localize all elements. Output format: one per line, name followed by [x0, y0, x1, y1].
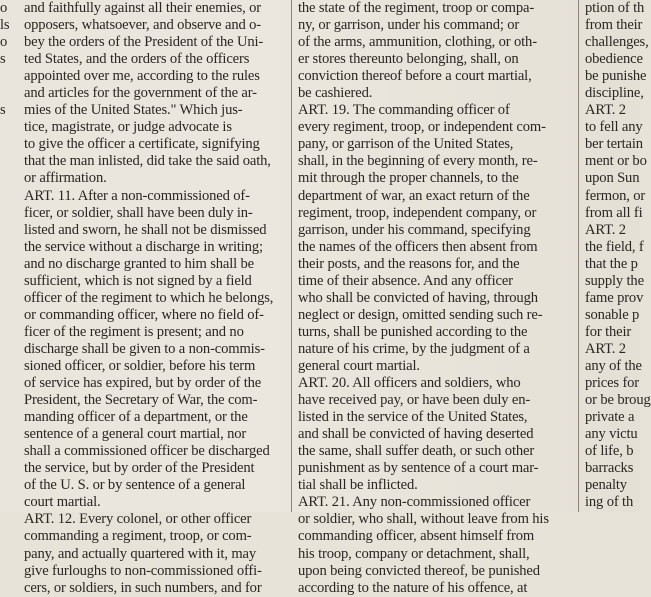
text-line: who shall be convicted of having, through	[298, 289, 538, 306]
text-line: of the arms, ammunition, clothing, or oth-	[298, 34, 537, 51]
text-line: listed and sworn, he shall not be dismissed	[24, 221, 267, 238]
text-line: any of the	[585, 357, 642, 374]
text-line: o	[0, 34, 8, 51]
text-line: general court martial.	[298, 357, 420, 374]
text-line: regiment, troop, independent company, or	[298, 204, 537, 221]
text-line	[0, 205, 20, 222]
text-line: and faithfully against all their enemies, or	[24, 0, 261, 16]
text-line: penalty	[585, 477, 627, 494]
text-line: private a	[585, 409, 635, 426]
text-line: fermon, or	[585, 187, 646, 204]
text-line	[0, 324, 20, 341]
column-rule	[291, 0, 292, 512]
text-line	[0, 153, 20, 170]
text-line	[0, 477, 20, 494]
text-line: according to the nature of his offence, at	[298, 579, 528, 596]
text-line: fame prov	[585, 289, 644, 306]
text-line: cers, or soldiers, in such numbers, and for	[24, 579, 262, 596]
text-line: upon Sun	[585, 170, 640, 187]
text-line: or soldier, who shall, without leave from his	[298, 511, 549, 528]
text-line: from their	[585, 17, 643, 34]
text-line: of service has expired, but by order of the	[24, 375, 262, 392]
text-line: the service without a discharge in writing;	[24, 238, 263, 255]
text-line: barracks	[585, 460, 634, 477]
text-line: discipline,	[585, 85, 644, 102]
text-line: President, the Secretary of War, the com-	[24, 392, 258, 409]
text-line: or commanding officer, where no field of-	[24, 306, 264, 323]
text-line: ART. 2	[585, 340, 626, 357]
text-line: obedience	[585, 51, 643, 68]
text-line	[0, 392, 20, 409]
text-line: ficer of the regiment is present; and no	[24, 323, 244, 340]
column-b	[22, 0, 288, 596]
text-line: or affirmation.	[24, 170, 107, 187]
text-line	[0, 460, 20, 477]
text-line: turns, shall be punished according to the	[298, 323, 528, 340]
text-line	[0, 256, 20, 273]
text-line: upon being convicted thereof, be punished	[298, 562, 540, 579]
text-line: the state of the regiment, troop or compa-	[298, 0, 535, 16]
text-line: that the p	[585, 255, 638, 272]
text-line: be punishe	[585, 68, 647, 85]
text-line: ART. 12. Every colonel, or other officer	[24, 511, 252, 528]
text-line: and no discharge granted to him shall be	[24, 255, 255, 272]
text-line: shall a commissioned officer be discharged	[24, 443, 270, 460]
text-line	[0, 136, 20, 153]
text-line: ted States, and the orders of the officers	[24, 51, 250, 68]
text-line: tial shall be inflicted.	[298, 477, 418, 494]
text-line: department of war, an exact return of the	[298, 187, 530, 204]
text-line: sufficient, which is not signed by a field	[24, 272, 252, 289]
text-line: ficer, or soldier, shall have been duly in-	[24, 204, 253, 221]
text-line: bey the orders of the President of the Uni-	[24, 34, 264, 51]
text-line: for their	[585, 323, 632, 340]
text-line: every regiment, troop, or independent com-	[298, 119, 546, 136]
text-line: s	[0, 51, 6, 68]
text-line	[0, 170, 20, 187]
text-line: ART. 11. After a non-commissioned of-	[24, 187, 250, 204]
text-line: the names of the officers then absent from	[298, 238, 538, 255]
text-line	[0, 222, 20, 239]
text-line: supply the	[585, 272, 644, 289]
text-line: and articles for the government of the ar-	[24, 85, 257, 102]
text-line: give furloughs to non-commissioned offi-	[24, 562, 262, 579]
text-line: ART. 20. All officers and soldiers, who	[298, 375, 521, 392]
text-line: commanding a regiment, troop, or com-	[24, 528, 252, 545]
text-line: pany, or garrison of the United States,	[298, 136, 514, 153]
text-line: ing of th	[585, 494, 634, 511]
text-line: ber tertain	[585, 136, 643, 153]
text-line: ls	[0, 17, 10, 34]
text-line: sonable p	[585, 306, 640, 323]
text-line	[0, 375, 20, 392]
text-line: punishment as by sentence of a court mar-	[298, 460, 539, 477]
text-line: to give the officer a certificate, signifying	[24, 136, 260, 153]
text-line: manding officer of a department, or the	[24, 409, 248, 426]
text-line	[0, 85, 20, 102]
text-line: sioned officer, or soldier, before his term	[24, 357, 256, 374]
text-line: opposers, whatsoever, and observe and o-	[24, 17, 261, 34]
text-line: the service, but by order of the President	[24, 460, 255, 477]
text-line: and shall be convicted of having deserted	[298, 426, 534, 443]
column-d	[584, 0, 651, 512]
text-line	[0, 341, 20, 358]
text-line: mies of the United States." Which jus-	[24, 102, 243, 119]
text-line: nature of his crime, by the judgment of a	[298, 340, 530, 357]
text-line: sentence of a general court martial, nor	[24, 426, 247, 443]
text-line	[0, 119, 20, 136]
text-line: ption of th	[585, 0, 645, 16]
text-line: their posts, and the reasons for, and the	[298, 255, 520, 272]
text-line	[0, 188, 20, 205]
text-line: pany, and actually quartered with it, may	[24, 545, 256, 562]
text-line: or be broug	[585, 392, 651, 409]
text-line: tice, magistrate, or judge advocate is	[24, 119, 232, 136]
text-line: s	[0, 102, 6, 119]
text-line: mit through the proper channels, to the	[298, 170, 519, 187]
text-line: ART. 2	[585, 102, 626, 119]
text-line: shall, in the beginning of every month, re-	[298, 153, 538, 170]
text-line: neglect or design, omitted sending such re-	[298, 306, 543, 323]
text-line: the field, f	[585, 238, 644, 255]
text-line: from all fi	[585, 204, 643, 221]
text-line: officer of the regiment to which he belongs,	[24, 289, 274, 306]
text-line	[0, 307, 20, 324]
text-line: have received pay, or have been duly en-	[298, 392, 531, 409]
text-line: prices for	[585, 375, 640, 392]
text-line	[0, 409, 20, 426]
text-line	[0, 443, 20, 460]
text-line: that the man inlisted, did take the said oath,	[24, 153, 271, 170]
text-line	[0, 494, 20, 511]
text-line: to fell any	[585, 119, 643, 136]
text-line: the same, shall suffer death, or such other	[298, 443, 535, 460]
column-a	[0, 0, 20, 512]
text-line	[0, 68, 20, 85]
text-line	[0, 358, 20, 375]
text-line: be cashiered.	[298, 85, 373, 102]
text-line	[0, 273, 20, 290]
text-line: of the U. S. or by sentence of a general	[24, 477, 246, 494]
text-line: garrison, under his command, specifying	[298, 221, 531, 238]
text-line: listed in the service of the United States,	[298, 409, 528, 426]
text-line: any victu	[585, 426, 638, 443]
column-c	[296, 0, 572, 596]
text-line: time of their absence. And any officer	[298, 272, 513, 289]
text-line	[0, 426, 20, 443]
text-line: court martial.	[24, 494, 101, 511]
column-rule	[578, 0, 579, 512]
text-line: ART. 21. Any non-commissioned officer	[298, 494, 531, 511]
text-line: ART. 19. The commanding officer of	[298, 102, 510, 119]
text-line	[0, 290, 20, 307]
text-line	[0, 239, 20, 256]
text-line: his troop, company or detachment, shall,	[298, 545, 530, 562]
text-line: of life, b	[585, 443, 634, 460]
text-line: discharge shall be given to a non-commis-	[24, 340, 265, 357]
text-line: er stores thereunto belonging, shall, on	[298, 51, 519, 68]
text-line: appointed over me, according to the rules	[24, 68, 260, 85]
text-line: conviction thereof before a court martial,	[298, 68, 532, 85]
text-line: o	[0, 0, 8, 16]
text-line: ment or bo	[585, 153, 647, 170]
text-line: challenges,	[585, 34, 649, 51]
text-line: ny, or garrison, under his command; or	[298, 17, 520, 34]
text-line: ART. 2	[585, 221, 626, 238]
text-line: commanding officer, absent himself from	[298, 528, 535, 545]
